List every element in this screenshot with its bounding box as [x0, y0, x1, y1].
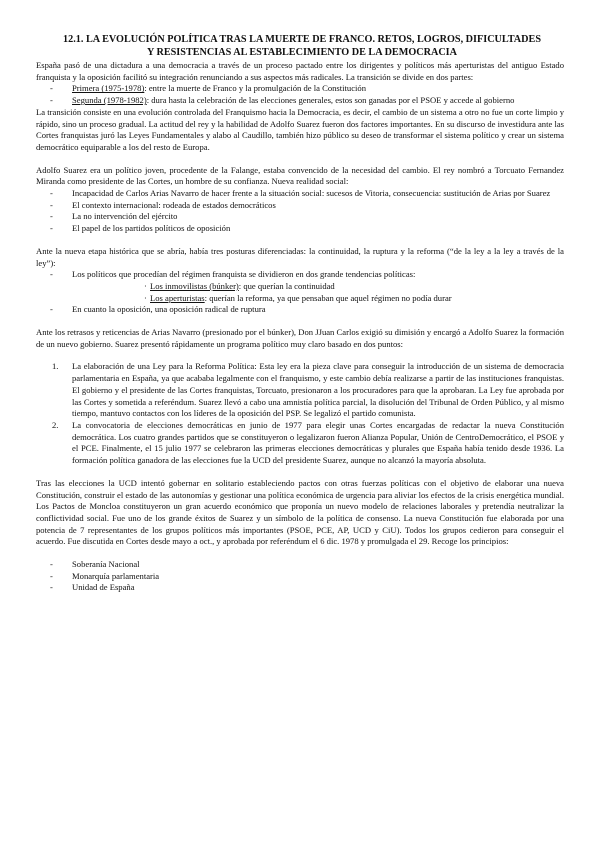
tendencia-label: Los inmovilistas (búnker)	[150, 280, 239, 291]
ucd-paragraph: Tras las elecciones la UCD intentó gobernar en solitario estableciendo pactos con otras fuerzas políticas con el objetivo de elaborar una nueva Constitución, construir el estado de las autonomías y gestionar una política económica de urgencia para aliviar los efectos de la crisis energética mundial. Los Pactos de Moncloa constituyeron un gran acuerdo económico que proponía un nuevo modelo de relaciones laborales y pretendía neutralizar la conflictividad social. Fue uno de los grande éxitos de Suarez y un símbolo de la política de consenso. La nueva Constitución fue elaborada por una potencia de 7 representantes de los grupos políticos más importantes (PSOE, PCE, AP, UCD y CiU). Todos los grupos cedieron para conseguir el acuerdo. Fue discutida en Cortes desde mayo a oct., y aprobada por referéndum el 6 dic. 1978 y promulgada el 29. Recoge los principios:	[36, 477, 564, 547]
title-line-2: Y RESISTENCIAS AL ESTABLECIMIENTO DE LA DEMOCRACIA	[146, 46, 458, 58]
item-number: 2.	[52, 419, 59, 430]
realidad-list	[36, 188, 564, 235]
tendencias-list	[72, 281, 564, 304]
document-title	[36, 34, 564, 59]
list-item: - El contexto internacional: rodeada de estados democráticos	[36, 200, 564, 212]
list-item	[72, 293, 564, 305]
list-item: - En cuanto la oposición, una oposición radical de ruptura	[36, 304, 564, 316]
tendencia-label: Los aperturistas	[150, 292, 205, 303]
part-text: : dura hasta la celebración de las elecciones generales, estos son ganadas por el PSOE y accede al gobierno	[146, 95, 515, 106]
list-item	[36, 361, 564, 420]
intro-paragraph: España pasó de una dictadura a una democracia a través de un proceso pactado entre los dirigentes y políticos más aperturistas del antiguo Estado franquista y la oposición facilitó su integración renunciando a sus aspectos más radicales. La transición se divide en dos partes:	[36, 60, 564, 82]
item-text: La convocatoria de elecciones democráticas en junio de 1977 para elegir unas Cortes encargadas de redactar la nueva Constitución democrática. Los cuatro grandes partidos que se constituyeron o legalizaron fueron Alianza Popular, Unión de CentroDemocrático, el PSOE y el PCE. Finalmente, el 15 julio 1977 se celebraron las primeras elecciones democráticas y plurales que España había tenido desde 1936. La formación política ganadora de las elecciones fue la UCD del presidente Suarez, aunque no alcanzó la mayoría absoluta.	[72, 419, 564, 466]
tendencia-text: : que querían la continuidad	[238, 280, 335, 291]
document-page	[36, 34, 564, 594]
list-item: - El papel de los partidos políticos de oposición	[36, 223, 564, 235]
parts-list	[36, 83, 564, 106]
part-text: : entre la muerte de Franco y la promulgación de la Constitución	[144, 83, 367, 94]
list-item: - Monarquía parlamentaria	[36, 571, 564, 583]
transicion-paragraph: La transición consiste en una evolución controlada del Franquismo hacia la Democracia, es decir, el cambio de un sistema a otro no fue un corte limpio y rápido, sino un proceso gradual. La actitud del rey y la habilidad de Adolfo Suarez fueron dos factores importantes. En su discurso de investidura ante las Cortes franquistas juró las Leyes Fundamentales y alabo al Caudillo, también hizo público su deseo de transformar el sistema político y crear un sistema democrático equiparable a los del resto de Europa.	[36, 106, 564, 152]
posturas-intro: Los políticos que procedían del régimen franquista se dividieron en dos grande tendencias políticas:	[72, 269, 416, 280]
puntos-list	[36, 361, 564, 466]
list-item	[36, 83, 564, 95]
principios-list	[36, 559, 564, 594]
part-label: Segunda (1978-1982)	[72, 95, 147, 106]
list-item	[36, 420, 564, 467]
item-number: 1.	[52, 361, 59, 372]
title-line-1: 12.1. LA EVOLUCIÓN POLÍTICA TRAS LA MUERTE DE FRANCO. RETOS, LOGROS, DIFICULTADES	[63, 34, 541, 45]
suarez-paragraph: Adolfo Suarez era un político joven, procedente de la Falange, estaba convencido de la necesidad del cambio. El rey nombró a Torcuato Fernandez Miranda como presidente de las Cortes, un hombre de su confianza. Nueva realidad social:	[36, 164, 564, 187]
retrasos-paragraph: Ante los retrasos y reticencias de Arias Navarro (presionado por el búnker), Don JJuan Carlos exigió su dimisión y encargó a Adolfo Suarez la formación de un nuevo gobierno. Suarez presentó rápidamente un programa político muy claro basado en dos puntos:	[36, 327, 564, 349]
item-text: La elaboración de una Ley para la Reforma Política: Esta ley era la pieza clave para conseguir la introducción de un sistema de democracia parlamentaria en España, ya que acababa legalmente con el franquismo, y este cambio debía realizarse a partir de las instituciones franquistas. El gobierno y el presidente de las Cortes franquistas, Torcuato, presionaron a los procuradores para que la aprobaran. La Ley fue aprobada por las Cortes y sometida a referéndum. Suarez llevó a cabo una amnistía política parcial, la disolución del Tribunal de Orden Público, y al mismo tiempo, mantuvo contactos con los líderes de la oposición del PSP. Se legalizó el partido comunista.	[72, 361, 564, 419]
list-item	[36, 95, 564, 107]
list-item	[36, 269, 564, 304]
etapa-paragraph: Ante la nueva etapa histórica que se abría, había tres posturas diferenciadas: la continuidad, la ruptura y la reforma (“de la ley a la ley a través de la ley”):	[36, 245, 564, 268]
list-item: - La no intervención del ejército	[36, 211, 564, 223]
posturas-list	[36, 269, 564, 316]
list-item	[72, 281, 564, 293]
part-label: Primera (1975-1978)	[72, 83, 145, 94]
list-item: - Unidad de España	[36, 582, 564, 594]
list-item: - Incapacidad de Carlos Arias Navarro de hacer frente a la situación social: sucesos de Vitoria, consecuencia: sustitución de Arias por Suarez	[36, 188, 564, 200]
list-item: - Soberanía Nacional	[36, 559, 564, 571]
tendencia-text: : querían la reforma, ya que pensaban que aquel régimen no podía durar	[204, 292, 452, 303]
